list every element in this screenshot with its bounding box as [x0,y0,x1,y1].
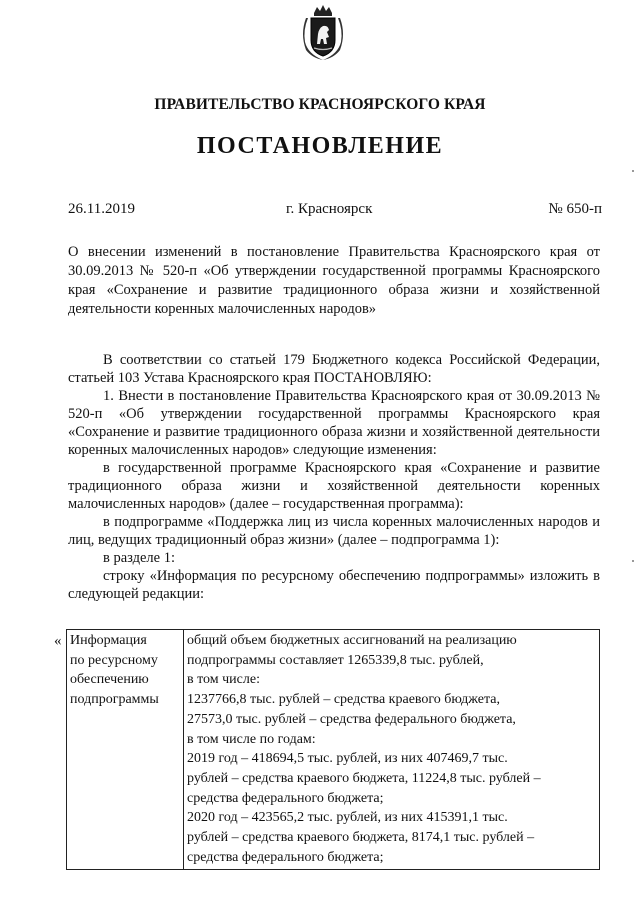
opening-quote: « [54,633,62,649]
label-line: по ресурсному [70,652,158,668]
content-line: 2019 год – 418694,5 тыс. рублей, из них 407469,7 тыс. [187,751,508,767]
content-line: в том числе: [187,672,260,688]
paragraph: в государственной программе Красноярского края «Сохранение и развитие традиционного образа жизни и хозяйственной деятельности коренных малочисленных народов» (далее – государственная программа): [68,460,600,512]
coat-of-arms-emblem [298,4,348,62]
document-number: № 650-п [548,201,602,217]
content-line: в том числе по годам: [187,731,316,747]
content-line: средства федерального бюджета; [187,790,384,806]
label-line: Информация [70,633,147,648]
document-type: ПОСТАНОВЛЕНИЕ [196,133,444,159]
content-line: подпрограммы составляет 1265339,8 тыс. рублей, [187,652,484,668]
paragraph: в разделе 1: [103,550,176,566]
table-content-cell [184,630,600,870]
table-row [67,630,600,870]
content-line: рублей – средства краевого бюджета, 11224,8 тыс. рублей – [187,770,541,786]
paragraph: 1. Внести в постановление Правительства Красноярского края от 30.09.2013 № 520-п «Об утверждении государственной программы Красноярского края «Сохранение и развитие традиционного образа жизни и хозяйственной деятельности коренных малочисленных народов» следующие изменения: [68,388,600,458]
content-line: средства федерального бюджета; [187,849,384,865]
content-line: общий объем бюджетных ассигнований на реализацию [187,633,517,648]
paragraph: В соответствии со статьей 179 Бюджетного кодекса Российской Федерации, статьей 103 Устава Красноярского края ПОСТАНОВЛЯЮ: [68,352,600,386]
content-line: 27573,0 тыс. рублей – средства федерального бюджета, [187,711,516,727]
scan-speck [632,560,634,562]
paragraph: строку «Информация по ресурсному обеспечению подпрограммы» изложить в следующей редакции: [68,568,600,602]
table-label-cell [67,630,184,870]
scan-speck [632,170,634,172]
program-info-table [66,629,600,870]
document-date: 26.11.2019 [68,201,135,217]
document-body [68,351,600,603]
label-line: подпрограммы [70,692,159,708]
label-line: обеспечению [70,672,149,688]
content-line: рублей – средства краевого бюджета, 8174,1 тыс. рублей – [187,830,535,846]
organization-name: ПРАВИТЕЛЬСТВО КРАСНОЯРСКОГО КРАЯ [154,96,486,113]
paragraph: в подпрограмме «Поддержка лиц из числа коренных малочисленных народов и лиц, ведущих традиционный образ жизни» (далее – подпрограмма 1): [68,514,600,548]
document-city: г. Красноярск [286,201,373,217]
content-line: 1237766,8 тыс. рублей – средства краевого бюджета, [187,692,501,708]
content-line: 2020 год – 423565,2 тыс. рублей, из них 415391,1 тыс. [187,810,508,826]
document-title: О внесении изменений в постановление Правительства Красноярского края от 30.09.2013 № 520-п «Об утверждении государственной программы Красноярского края «Сохранение и развитие традиционного образа жизни и хозяйственной деятельности коренных малочисленных народов» [68,244,600,317]
